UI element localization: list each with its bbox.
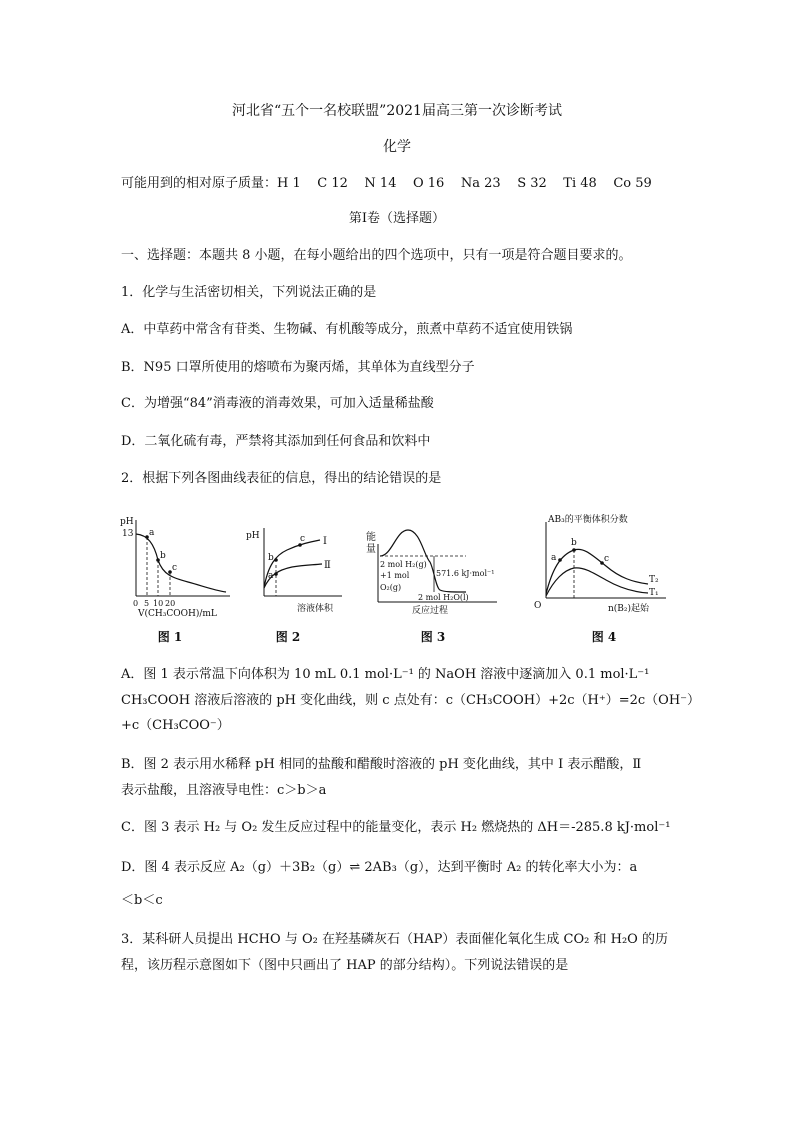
fig4-xlabel: n(B₂)起始 xyxy=(608,604,650,614)
fig1-tick-10: 10 xyxy=(153,599,164,608)
q3-stem-line1: 3．某科研人员提出 HCHO 与 O₂ 在羟基磷灰石（HAP）表面催化氧化生成 CO₂ 和 H₂O 的历 xyxy=(121,932,668,947)
fig3-energy: 571.6 kJ·mol⁻¹ xyxy=(436,569,495,578)
fig3-product: 2 mol H₂O(l) xyxy=(418,593,469,602)
atomic-masses: 可能用到的相对原子质量：H 1 C 12 N 14 O 16 Na 23 S 32 Ti 48 Co 59 xyxy=(121,176,652,191)
fig4-label-b: b xyxy=(571,538,577,548)
figure-4-caption: 图 4 xyxy=(591,630,617,644)
fig3-ylabel-2: 量 xyxy=(366,544,376,555)
fig1-label-a: a xyxy=(149,528,155,538)
q3-stem-line2: 程，该历程示意图如下（图中只画出了 HAP 的部分结构）。下列说法错误的是 xyxy=(121,958,569,973)
q2-option-c: C．图 3 表示 H₂ 与 O₂ 发生反应过程中的能量变化，表示 H₂ 燃烧热的 ΔH＝-285.8 kJ·mol⁻¹ xyxy=(121,820,671,835)
subject-title: 化学 xyxy=(383,139,411,155)
fig1-label-c: c xyxy=(172,563,178,573)
q2-option-a-line1: A．图 1 表示常温下向体积为 10 mL 0.1 mol·L⁻¹ 的 NaOH 溶液中逐滴加入 0.1 mol·L⁻¹ xyxy=(121,667,650,682)
q1-stem: 1．化学与生活密切相关，下列说法正确的是 xyxy=(121,285,377,300)
q1-option-a: A．中草药中常含有苷类、生物碱、有机酸等成分，煎煮中草药不适宜使用铁锅 xyxy=(121,322,573,337)
fig2-curve-1-label: Ⅰ xyxy=(323,536,327,547)
q2-option-d-line1: D．图 4 表示反应 A₂（g）＋3B₂（g）⇌ 2AB₃（g），达到平衡时 A₂ 的转化率大小为：a xyxy=(121,860,638,875)
figure-2-caption: 图 2 xyxy=(275,630,301,644)
q2-option-d-line2: ＜b＜c xyxy=(121,893,163,908)
fig2-label-b: b xyxy=(268,553,274,563)
fig1-tick-0: 0 xyxy=(133,599,139,608)
fig1-y13: 13 xyxy=(122,529,134,539)
figure-2 xyxy=(242,510,357,622)
q1-option-d: D．二氧化硫有毒，严禁将其添加到任何食品和饮料中 xyxy=(121,434,431,449)
fig1-tick-5: 5 xyxy=(144,599,150,608)
fig2-curve-2-label: Ⅱ xyxy=(324,560,331,571)
fig2-point-a xyxy=(274,572,278,576)
figure-3 xyxy=(362,510,512,622)
figure-4 xyxy=(528,510,678,622)
figure-1 xyxy=(118,510,248,622)
q2-option-a-line3: +c（CH₃COO⁻） xyxy=(121,718,230,733)
fig3-xlabel: 反应过程 xyxy=(412,606,449,616)
section-title: 第Ⅰ卷（选择题） xyxy=(348,211,446,226)
instructions: 一、选择题：本题共 8 小题，在每小题给出的四个选项中，只有一项是符合题目要求的。 xyxy=(121,248,632,263)
q1-option-b: B．N95 口罩所使用的熔喷布为聚丙烯，其单体为直线型分子 xyxy=(121,360,475,375)
q2-stem: 2．根据下列各图曲线表征的信息，得出的结论错误的是 xyxy=(121,471,442,486)
figure-3-caption: 图 3 xyxy=(420,630,446,644)
fig1-ylabel: pH xyxy=(120,517,134,527)
fig3-ylabel-1: 能 xyxy=(366,532,376,543)
fig3-reactant-2: +1 mol xyxy=(380,571,410,580)
fig4-origin: O xyxy=(534,601,542,611)
fig3-reactant-1: 2 mol H₂(g) xyxy=(380,560,427,569)
fig2-xlabel: 溶液体积 xyxy=(297,604,334,614)
q2-option-b-line1: B．图 2 表示用水稀释 pH 相同的盐酸和醋酸时溶液的 pH 变化曲线，其中 Ⅰ 表示醋酸，Ⅱ xyxy=(121,757,642,772)
fig4-label-c: c xyxy=(604,554,610,564)
q2-option-b-line2: 表示盐酸，且溶液导电性：c＞b＞a xyxy=(121,783,327,798)
fig4-curve-t2 xyxy=(546,549,648,594)
fig4-curve-t2-label: T₂ xyxy=(649,575,659,585)
fig4-curve-t1 xyxy=(546,568,648,596)
figure-1-caption: 图 1 xyxy=(157,630,183,644)
page-title: 河北省“五个一名校联盟”2021届高三第一次诊断考试 xyxy=(232,103,562,119)
fig4-label-a: a xyxy=(551,553,557,563)
fig1-curve xyxy=(136,534,226,592)
fig4-point-a xyxy=(558,558,562,562)
fig3-reactant-3: O₂(g) xyxy=(380,583,402,592)
q1-option-c: C．为增强“84”消毒液的消毒效果，可加入适量稀盐酸 xyxy=(121,396,434,411)
fig2-point-b xyxy=(274,558,278,562)
fig2-label-a: a xyxy=(268,571,274,581)
fig4-curve-t1-label: T₁ xyxy=(649,588,659,598)
fig1-tick-20: 20 xyxy=(165,599,176,608)
fig4-point-b xyxy=(572,548,576,552)
fig2-label-c: c xyxy=(300,534,306,544)
fig1-xlabel: V(CH₃COOH)/mL xyxy=(138,609,217,619)
q2-option-a-line2: CH₃COOH 溶液后溶液的 pH 变化曲线，则 c 点处有：c（CH₃COOH）+2c（H⁺）=2c（OH⁻） xyxy=(121,693,701,708)
fig4-ylabel: AB₃的平衡体积分数 xyxy=(548,515,628,525)
fig2-ylabel: pH xyxy=(246,531,260,541)
fig1-label-b: b xyxy=(160,551,166,561)
